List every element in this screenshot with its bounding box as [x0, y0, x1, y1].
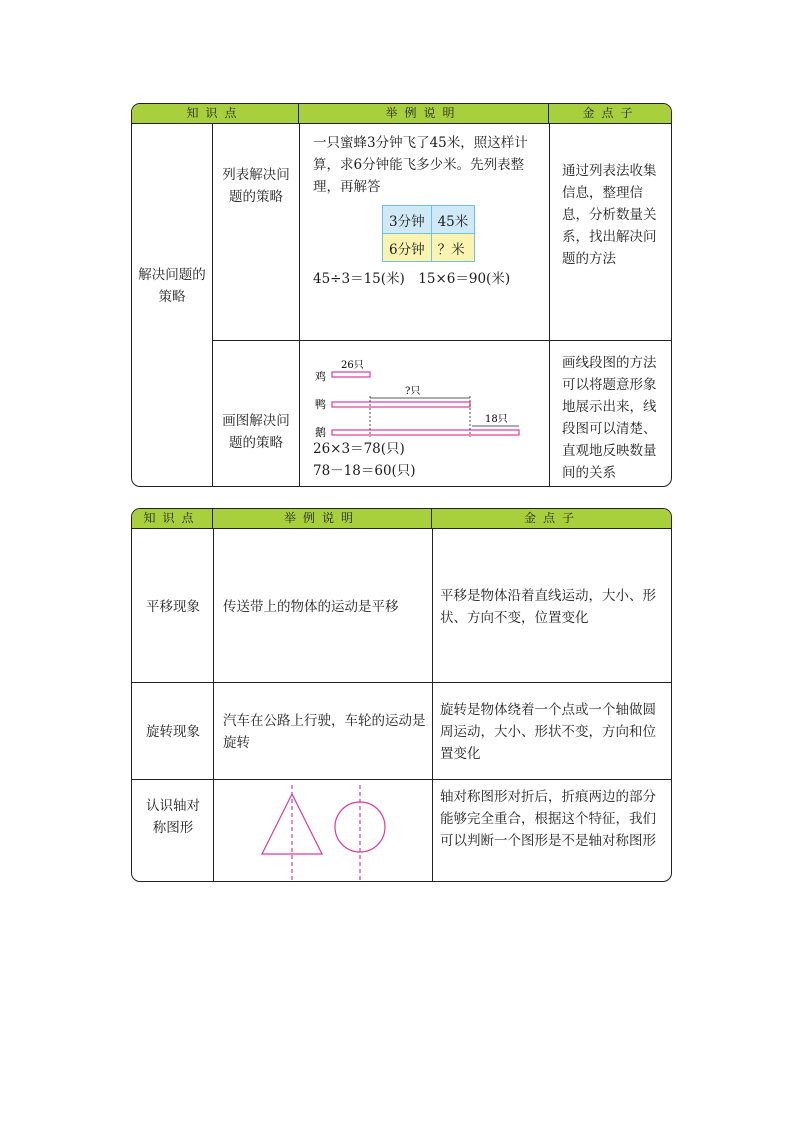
topic-axis-symmetry: 认识轴对称图形	[146, 798, 200, 836]
col-line	[299, 124, 300, 487]
tip-draw: 画线段图的方法可以将题意形象地展示出来，线段图可以清楚、直观地反映数量间的关系	[562, 355, 657, 481]
header-example: 举例说明	[213, 509, 432, 529]
row-line	[212, 340, 672, 341]
chicken-segment	[332, 372, 370, 377]
example-translation: 传送带上的物体的运动是平移	[223, 599, 399, 615]
goose-count: 18只	[485, 414, 508, 425]
header-example: 举例说明	[299, 104, 549, 124]
topic-strategy: 解决问题的策略	[138, 267, 206, 305]
header-knowledge: 知识点	[132, 509, 213, 529]
tip-axis-symmetry: 轴对称图形对折后，折痕两边的部分能够完全重合，根据这个特征，我们可以判断一个图形是不是轴对称图形	[440, 789, 656, 849]
line-segment-diagram	[307, 352, 547, 437]
label-duck: 鸭	[315, 398, 326, 411]
tip-list: 通过列表法收集信息，整理信息，分析数量关系，找出解决问题的方法	[562, 163, 657, 267]
symmetry-shapes	[214, 780, 432, 882]
header-knowledge: 知识点	[132, 104, 299, 124]
goose-segment	[332, 430, 519, 435]
example-rotation: 汽车在公路上行驶，车轮的运动是旋转	[223, 713, 426, 751]
label-goose: 鹅	[315, 426, 326, 437]
sub-draw-strategy: 画图解决问题的策略	[222, 413, 290, 451]
mini-cell: 45米	[431, 206, 475, 234]
topic-rotation: 旋转现象	[146, 724, 200, 740]
calc-list: 45÷3＝15(米) 15×6＝90(米)	[313, 271, 511, 287]
mini-row	[383, 234, 475, 262]
example-list: 一只蜜蜂3分钟飞了45米，照这样计算，求6分钟能飞多少米。先列表整理，再解答	[313, 135, 528, 195]
col-line	[432, 529, 433, 882]
row-line	[132, 682, 672, 683]
strategy-table	[131, 103, 672, 487]
col-line	[549, 124, 550, 487]
topic-translation: 平移现象	[146, 599, 200, 615]
chicken-count: 26只	[341, 360, 364, 371]
header-tip: 金点子	[549, 104, 672, 124]
label-chicken: 鸡	[315, 370, 326, 383]
header-tip: 金点子	[432, 509, 672, 529]
tip-translation: 平移是物体沿着直线运动，大小、形状、方向不变，位置变化	[440, 588, 656, 626]
mini-row	[383, 206, 475, 234]
calc-draw-1: 26×3＝78(只)	[313, 441, 405, 457]
calc-draw-2: 78－18＝60(只)	[313, 463, 416, 479]
duck-segment	[332, 402, 470, 407]
mini-cell: 3分钟	[383, 206, 432, 234]
sub-list-strategy: 列表解决问题的策略	[222, 167, 290, 205]
mini-cell: ？米	[431, 234, 475, 262]
tip-rotation: 旋转是物体绕着一个点或一个轴做圆周运动，大小、形状不变，方向和位置变化	[440, 702, 656, 762]
mini-table	[382, 205, 475, 262]
transform-table	[131, 508, 672, 882]
col-line	[212, 124, 213, 487]
duck-count: ?只	[405, 386, 421, 397]
mini-cell: 6分钟	[383, 234, 432, 262]
